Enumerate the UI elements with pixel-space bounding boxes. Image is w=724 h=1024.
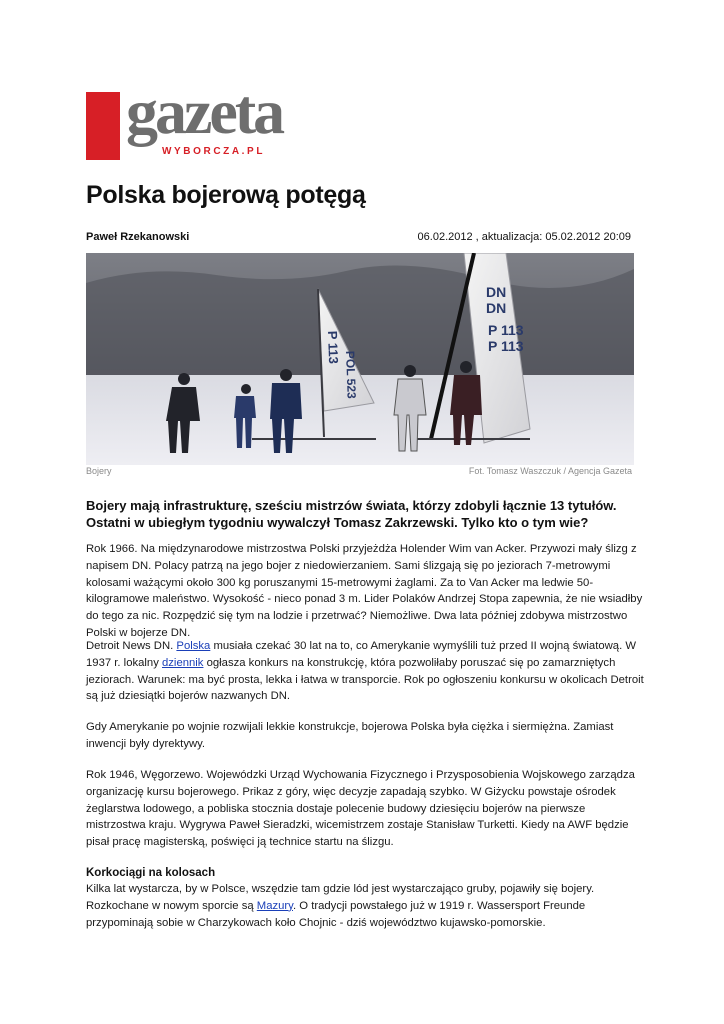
iceboat-photo-illustration	[86, 253, 634, 465]
article-lead: Bojery mają infrastrukturę, sześciu mistrzów świata, którzy zdobyli łącznie 13 tytułów. Ostatni w ubiegłym tygodniu wywalczył Tomasz Zakrzewski. Tylko kto o tym wie?	[86, 498, 617, 530]
link-polska[interactable]: Polska	[176, 640, 211, 652]
paragraph-5-text-b: . O tradycji powstałego już w 1919 r. Wassersport Freunde przypominają sobie w Charzykowach koło Chojnic - dziś województwo kujawsko-pomorskie.	[86, 899, 586, 929]
logo-red-block	[86, 92, 120, 160]
paragraph-5-text-a: Kilka lat wystarcza, by w Polsce, wszędzie tam gdzie lód jest wystarczająco gruby, pojawiły się bojery. Rozkochane w nowym sporcie są	[86, 883, 595, 912]
link-dziennik[interactable]: dziennik	[162, 656, 204, 669]
gazeta-logo[interactable]	[86, 76, 286, 166]
sail-left-number: P 113	[325, 330, 342, 365]
paragraph-1: Rok 1966. Na międzynarodowe mistrzostwa Polski przyjeżdża Holender Wim van Acker. Przywozi mały ślizg z napisem DN. Polacy patrzą na jego bojer z niedowierzaniem. Sami ślizgają się po jeziorach 7-metrowymi kolosami ważącymi około 300 kg poruszanymi 15-metrowymi żaglami. Za to Van Acker ma ledwie 50-kilogramowe maleństwo. Wysokość - nieco ponad 3 m. Lider Polaków Andrzej Stopa zapewnia, że nie wsiadłby do tego za nic. Rozpędzić się tym na lodzie i przetrwać? Niemożliwe. Dwa lata później zdobywa mistrzostwo Polski w bojerze DN.	[86, 543, 643, 639]
article-photo	[86, 253, 634, 465]
paragraph-4: Rok 1946, Węgorzewo. Wojewódzki Urząd Wychowania Fizycznego i Przysposobienia Wojskowego zarządza organizację kursu bojerowego. Prikaz z góry, więc decyzje zapadają szybko. W Giżycku powstaje ośrodek żeglarstwa lodowego, a pobliska stocznia dostaje polecenie budowy dziesięciu bojerów na pierwsze mistrzostwa kraju. Wygrywa Paweł Sieradzki, wicemistrzem zostaje Stanisław Turketti. Kiedy na AWF będzie pisał pracę magisterską, poświęci ją technice startu na ślizgu.	[86, 769, 635, 849]
svg-text:DN: DN	[486, 300, 507, 316]
photo-caption: Bojery	[86, 466, 112, 476]
paragraph-5	[86, 881, 646, 931]
photo-credit: Fot. Tomasz Waszczuk / Agencja Gazeta	[468, 466, 632, 476]
logo-subtitle: WYBORCZA.PL	[162, 146, 266, 157]
sail-right-dn: DN	[486, 284, 507, 300]
paragraph-2	[86, 638, 646, 705]
paragraph-2-text-b: musiała czekać 30 lat na to, co Amerykanie wymyślili tuż przed II wojną światową. W 1937 r. lokalny	[86, 640, 637, 669]
paragraph-3: Gdy Amerykanie po wojnie rozwijali lekkie konstrukcje, bojerowa Polska była ciężka i siermiężna. Zamiast inwencji były dyrektywy.	[86, 721, 614, 750]
article-dateline: 06.02.2012 , aktualizacja: 05.02.2012 20:09	[417, 231, 631, 243]
paragraph-2-text-c: ogłasza konkurs na konstrukcję, która pozwoliłaby poruszać się po zamarzniętych jeziorach. Warunek: ma być prosta, lekka i łatwa w transporcie. Rok po ogłoszeniu konkursu w okolicach Detroit są już dziesiątki bojerów nazwanych DN.	[86, 656, 644, 703]
link-mazury[interactable]: Mazury	[256, 899, 293, 912]
svg-text:POL 523: POL 523	[343, 350, 359, 399]
article-title: Polska bojerową potęgą	[86, 181, 366, 209]
svg-text:P 113: P 113	[488, 338, 524, 354]
section-subheading: Korkociągi na kolosach	[86, 867, 216, 879]
logo-wordmark: gazeta	[126, 76, 283, 147]
article-author: Paweł Rzekanowski	[86, 231, 190, 243]
paragraph-2-text-a: Detroit News DN.	[86, 640, 177, 652]
svg-text:P 113: P 113	[488, 322, 524, 338]
